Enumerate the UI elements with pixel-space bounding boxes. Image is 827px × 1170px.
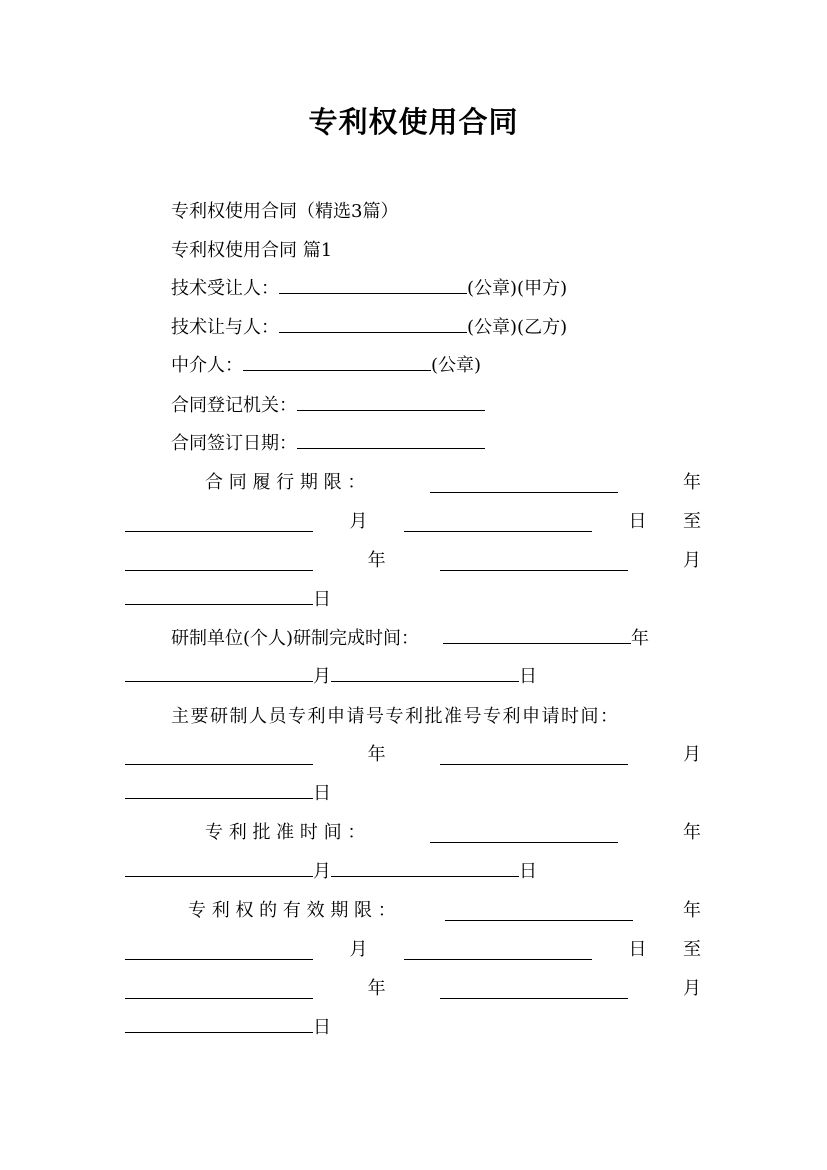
registry-line	[171, 391, 701, 421]
apply-day-blank[interactable]	[125, 780, 313, 799]
month-unit: 月	[682, 978, 701, 999]
subheading-line	[171, 236, 701, 266]
period-start-day-blank[interactable]	[404, 513, 592, 532]
to-unit: 至	[683, 939, 701, 960]
month-unit: 月	[349, 939, 368, 960]
intermediary-suffix: (公章)	[431, 355, 482, 376]
day-unit: 日	[313, 589, 331, 610]
approval-line-2	[125, 857, 701, 887]
validity-start-month-blank[interactable]	[125, 941, 313, 960]
dev-time-line-1	[171, 624, 701, 654]
transferee-blank[interactable]	[279, 275, 467, 294]
validity-line-4	[125, 1013, 701, 1043]
dev-time-line-2	[125, 662, 701, 692]
period-end-month-blank[interactable]	[440, 552, 628, 571]
day-unit: 日	[313, 1017, 331, 1038]
dev-day-blank[interactable]	[331, 663, 519, 682]
transferor-suffix: (公章)(乙方)	[467, 317, 568, 338]
period-line-4	[125, 585, 701, 615]
year-unit: 年	[683, 900, 701, 921]
heading-text: 专利权使用合同（精选3篇）	[171, 201, 399, 222]
year-unit: 年	[367, 744, 386, 765]
document-title: 专利权使用合同	[308, 105, 519, 139]
subheading-text: 专利权使用合同 篇1	[171, 240, 333, 261]
validity-start-year-blank[interactable]	[445, 902, 633, 921]
month-unit: 月	[313, 666, 331, 687]
period-line-3	[125, 546, 701, 576]
intermediary-blank[interactable]	[243, 352, 431, 371]
transferor-label: 技术让与人：	[171, 317, 279, 338]
dev-time-label: 研制单位(个人)研制完成时间：	[171, 628, 420, 649]
main-researchers-line-2	[125, 740, 701, 770]
intermediary-line	[171, 351, 701, 381]
year-unit: 年	[367, 978, 386, 999]
period-label: 合 同 履 行 期 限 ：	[205, 472, 366, 493]
period-end-day-blank[interactable]	[125, 586, 313, 605]
sign-date-blank[interactable]	[297, 430, 485, 449]
transferor-line	[171, 313, 701, 343]
month-unit: 月	[682, 550, 701, 571]
day-unit: 日	[519, 861, 537, 882]
main-researchers-label: 主要研制人员专利申请号专利批准号专利申请时间：	[171, 706, 620, 727]
transferee-line	[171, 274, 701, 304]
intermediary-label: 中介人：	[171, 355, 243, 376]
validity-label: 专 利 权 的 有 效 期 限 ：	[188, 900, 396, 921]
period-end-year-blank[interactable]	[125, 552, 313, 571]
validity-end-day-blank[interactable]	[125, 1014, 313, 1033]
day-unit: 日	[628, 939, 647, 960]
transferee-suffix: (公章)(甲方)	[467, 278, 568, 299]
validity-end-month-blank[interactable]	[440, 980, 628, 999]
transferee-label: 技术受让人：	[171, 278, 279, 299]
period-start-year-blank[interactable]	[430, 474, 618, 493]
year-unit: 年	[367, 550, 386, 571]
year-unit: 年	[683, 822, 701, 843]
validity-line-2	[125, 935, 701, 965]
month-unit: 月	[682, 744, 701, 765]
dev-year-blank[interactable]	[443, 625, 631, 644]
transferor-blank[interactable]	[279, 314, 467, 333]
validity-start-day-blank[interactable]	[404, 941, 592, 960]
registry-label: 合同登记机关：	[171, 395, 297, 416]
main-researchers-line-3	[125, 779, 701, 809]
approval-month-blank[interactable]	[125, 858, 313, 877]
validity-end-year-blank[interactable]	[125, 980, 313, 999]
apply-time-blank[interactable]	[125, 746, 313, 765]
validity-line-1	[188, 896, 701, 926]
day-unit: 日	[628, 511, 647, 532]
registry-blank[interactable]	[297, 392, 485, 411]
approval-label: 专 利 批 准 时 间 ：	[205, 822, 366, 843]
period-line-1	[205, 468, 701, 498]
year-unit: 年	[683, 472, 701, 493]
period-line-2	[125, 507, 701, 537]
approval-year-blank[interactable]	[430, 824, 618, 843]
month-unit: 月	[313, 861, 331, 882]
approval-day-blank[interactable]	[331, 858, 519, 877]
month-unit: 月	[349, 511, 368, 532]
to-unit: 至	[683, 511, 701, 532]
approval-line-1	[205, 818, 701, 848]
dev-month-blank[interactable]	[125, 663, 313, 682]
sign-date-line	[171, 429, 701, 459]
sign-date-label: 合同签订日期：	[171, 433, 297, 454]
main-researchers-line-1	[171, 702, 701, 732]
validity-line-3	[125, 974, 701, 1004]
day-unit: 日	[313, 783, 331, 804]
day-unit: 日	[519, 666, 537, 687]
year-unit: 年	[631, 628, 650, 649]
apply-month-blank[interactable]	[440, 746, 628, 765]
heading-line	[171, 197, 701, 227]
period-start-month-blank[interactable]	[125, 513, 313, 532]
